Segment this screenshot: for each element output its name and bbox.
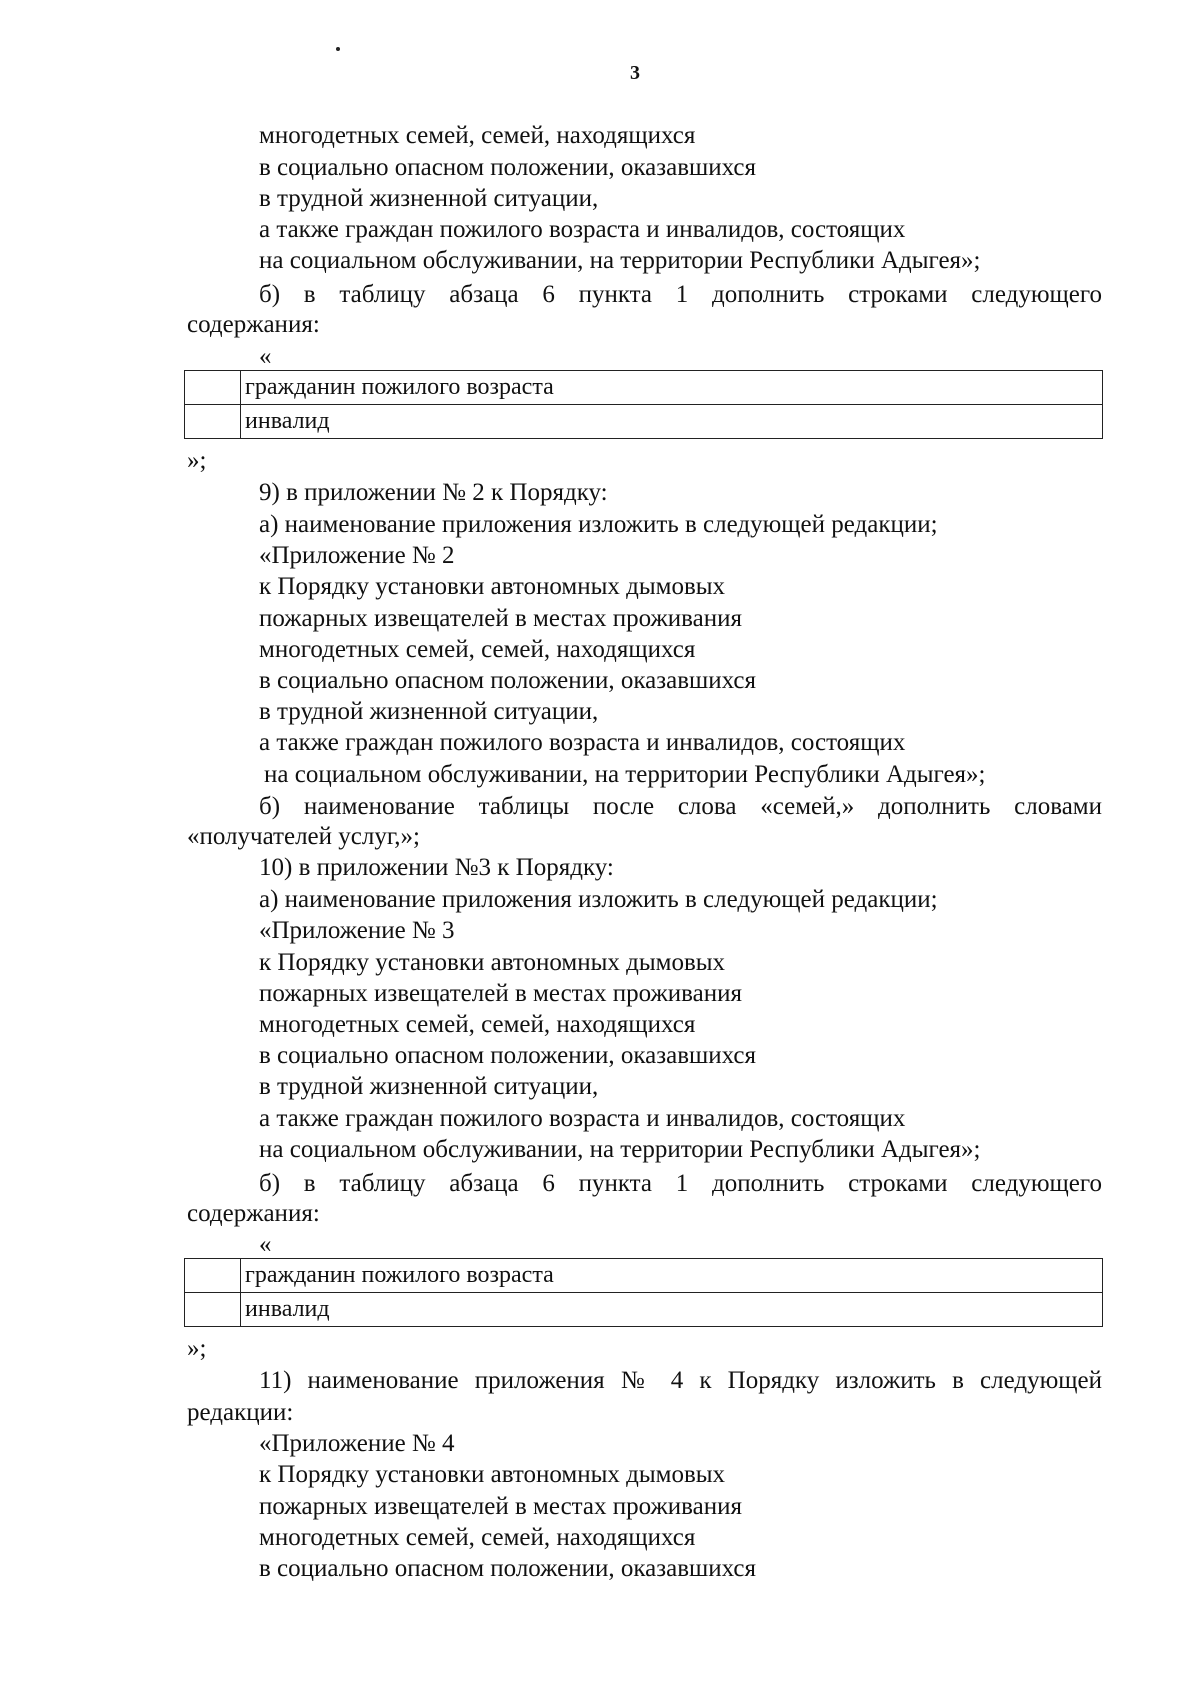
table-row [185, 405, 1103, 439]
table-cell-text: гражданин пожилого возраста [241, 371, 1103, 405]
text-line: в социально опасном положении, оказавшихся [259, 667, 756, 694]
text-line: на социальном обслуживании, на территории Республики Адыгея»; [259, 1136, 981, 1163]
close-quote: »; [187, 447, 207, 474]
text-line: многодетных семей, семей, находящихся [259, 636, 696, 663]
page-number: 3 [630, 62, 640, 84]
text-line: многодетных семей, семей, находящихся [259, 1524, 696, 1551]
text-line: к Порядку установки автономных дымовых [259, 573, 726, 600]
paragraph-line: содержания: [187, 1200, 320, 1227]
text-line: пожарных извещателей в местах проживания [259, 605, 742, 632]
paragraph-line: содержания: [187, 311, 320, 338]
text-line: «Приложение № 4 [259, 1430, 455, 1457]
paragraph-line-justified: б) наименование таблицы после слова «семей,» дополнить словами [259, 793, 1102, 820]
text-line: в социально опасном положении, оказавшихся [259, 154, 756, 181]
table-cell-number [185, 405, 241, 439]
open-quote: « [259, 1231, 272, 1258]
text-line: на социальном обслуживании, на территории Республики Адыгея»; [259, 247, 981, 274]
open-quote: « [259, 343, 272, 370]
text-line: а) наименование приложения изложить в следующей редакции; [259, 886, 938, 913]
table-cell-number [185, 1259, 241, 1293]
table-cell-text: инвалид [241, 1293, 1103, 1327]
text-line: на социальном обслуживании, на территории Республики Адыгея»; [264, 761, 986, 788]
table-cell-number [185, 371, 241, 405]
text-line: к Порядку установки автономных дымовых [259, 949, 726, 976]
text-line: а также граждан пожилого возраста и инвалидов, состоящих [259, 1105, 906, 1132]
table-row [185, 371, 1103, 405]
table-row [185, 1293, 1103, 1327]
paragraph-line-justified: 11) наименование приложения № 4 к Порядку изложить в следующей [259, 1367, 1102, 1394]
paragraph-line: редакции: [187, 1399, 294, 1426]
text-line: «Приложение № 2 [259, 542, 455, 569]
table-cell-text: гражданин пожилого возраста [241, 1259, 1103, 1293]
text-line: в социально опасном положении, оказавшихся [259, 1555, 756, 1582]
table-cell-text: инвалид [241, 405, 1103, 439]
text-line: в трудной жизненной ситуации, [259, 185, 599, 212]
text-line: а также граждан пожилого возраста и инвалидов, состоящих [259, 729, 906, 756]
text-line: многодетных семей, семей, находящихся [259, 1011, 696, 1038]
item-heading: 9) в приложении № 2 к Порядку: [259, 479, 608, 506]
text-line: в трудной жизненной ситуации, [259, 698, 599, 725]
paragraph-line-justified: б) в таблицу абзаца 6 пункта 1 дополнить строками следующего [259, 1170, 1102, 1197]
text-line: а также граждан пожилого возраста и инвалидов, состоящих [259, 216, 906, 243]
inserted-rows-table [184, 370, 1103, 439]
item-heading: 10) в приложении №3 к Порядку: [259, 854, 614, 881]
table-row [185, 1259, 1103, 1293]
text-line: пожарных извещателей в местах проживания [259, 980, 742, 1007]
text-line: в трудной жизненной ситуации, [259, 1073, 599, 1100]
text-line: в социально опасном положении, оказавшихся [259, 1042, 756, 1069]
table-cell-number [185, 1293, 241, 1327]
text-line: к Порядку установки автономных дымовых [259, 1461, 726, 1488]
close-quote: »; [187, 1335, 207, 1362]
text-line: «Приложение № 3 [259, 917, 455, 944]
scan-speck [336, 47, 340, 51]
paragraph-line-justified: б) в таблицу абзаца 6 пункта 1 дополнить строками следующего [259, 281, 1102, 308]
inserted-rows-table [184, 1258, 1103, 1327]
text-line: многодетных семей, семей, находящихся [259, 122, 696, 149]
text-line: пожарных извещателей в местах проживания [259, 1493, 742, 1520]
text-line: а) наименование приложения изложить в следующей редакции; [259, 511, 938, 538]
paragraph-line: «получателей услуг,»; [187, 823, 420, 850]
